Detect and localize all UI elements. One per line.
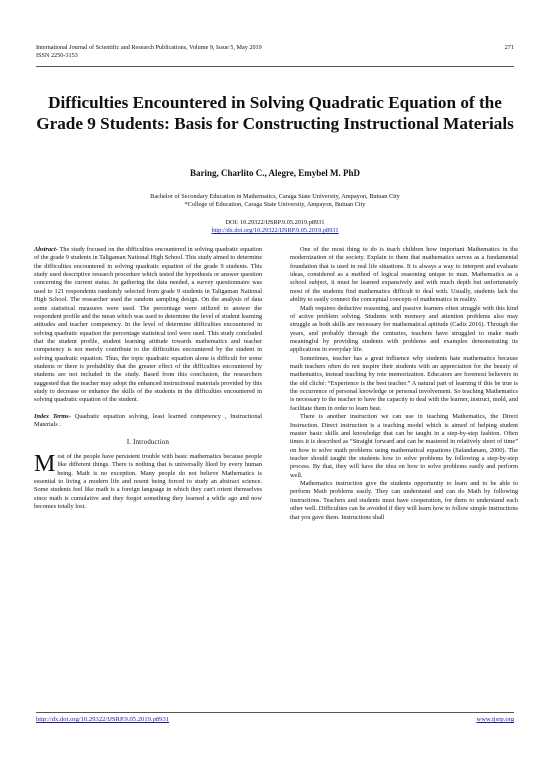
page-number: 271 [504, 44, 514, 51]
paper-title: Difficulties Encountered in Solving Quadratic Equation of the Grade 9 Students: Basis for Constructing Instructional Materials [36, 93, 514, 133]
index-terms-body: - Quadratic equation solving, least learned competency , Instructional Materials . [34, 412, 263, 429]
footer-site-link[interactable]: www.ijsrp.org [476, 716, 514, 723]
doi-block [36, 219, 514, 236]
header-divider [36, 66, 514, 67]
page-footer [36, 716, 514, 723]
authors: Baring, Charlito C., Alegre, Emybel M. PhD [189, 168, 361, 178]
left-column [34, 246, 262, 511]
footer-divider [36, 712, 514, 713]
running-header [36, 44, 514, 60]
doi-link[interactable]: http://dx.doi.org/10.29322/IJSRP.9.05.2019.p8931 [211, 227, 339, 235]
affiliation-1: Bachelor of Secondary Education in Mathematics, Caraga State University, Ampayon, Butuan City [150, 193, 400, 200]
body-paragraph: Sometimes, teacher has a great influence why students hate mathematics because math teachers often do not inspire their students with an appreciation for the beauty of mathematics, instead teaching by rote memorization. Educators are foremost believers in the old cliché: “Experience is the best teacher.” A natural part of learning if this be true is the occurrence of personal knowledge or personal involvement. So teaching Mathematics is necessary to the teacher to have the capacity to deal with the learner, instruct, mold, and facilitate them in order to learn best. [290, 354, 518, 412]
body-paragraph: Mathematics instruction give the students opportunity to learn and to be able to perform Math problems easily. They can understand and can do Math by following instructions. Teachers and students must have cooperation, for them to understand each other well. Difficulties can be avoided if they will learn how to follow simple instructions that you gave them. Instructions shall [290, 480, 518, 521]
drop-cap: M [34, 450, 56, 477]
doi-text: DOI: 10.29322/IJSRP.9.05.2019.p8931 [225, 219, 325, 226]
footer-doi-link[interactable]: http://dx.doi.org/10.29322/IJSRP.9.05.2019.p8931 [36, 716, 170, 723]
body-paragraph: There is another instruction we can use in teaching Mathematics, the Direct Instruction. Direct instruction is a teaching model which is aimed of helping student master basic skills and knowledge that can be taught in a step-by-step fashion. Often times it is described as “Straight forward and can be mastered in relatively short of time” on how to solve math problems using mathematical equations (Salandanam, 2000). The teacher should taught the students how to solve problems by following a step-by-step process. By that, they will have the idea on how to solve problems easily and perform well. [290, 413, 518, 479]
abstract-label: Abstract- [34, 246, 58, 253]
abstract-body: The study focused on the difficulties encountered in solving quadratic equation of the grade 9 students in Taligaman National High School. This study aimed to determine the difficulties encountered in solving quadratic equation of the grade 9 students. This study used descriptive research procedure which tested the hypothesis or answer question concerning the current status. In gathering the data needed, a survey questionnaire was used to 121 respondents randomly selected from grade 9 students in Taligaman National High School. The researcher used the random sampling design. On the analysis of data some statistical measures were used. The percentage were utilized to answer the respondent profile and the mean which was used to determine the level of student learning attitudes and teacher competency. In the level of determine difficulties encountered in solving quadratic equation the percentage statistical tool were used. This study concluded that the student profile, student learning attitude towards mathematics and teacher competency is not merely contribute to the difficulties encountered by the student in solving quadratic equation. Thus, the topic quadratic equation alone is difficult for some students or there is probability that the greater effect of the difficulties encountered by students are not included in the study. Based from this conclusion, the researchers suggested that the teacher may adopt the enhanced instructional materials provided by this study to decrease or enhance the skills of the students in the difficulties encountered in solving quadratic equation of the student. [34, 246, 262, 404]
intro-paragraph-1-text: ost of the people have persistent trouble with basic mathematics because people like different things. There is nothing that is universally liked by every human being. Math is no exception. Many people do not believe Mathematics is essential to living a modern life and resent being forced to study an abstract science. Some students feel like math is a foreign language in which they can't orient themselves since math is cumulative and they forgot something they learned a while ago and now becomes totally lost. [34, 452, 262, 511]
affiliations [36, 193, 514, 209]
journal-name: International Journal of Scientific and Research Publications, Volume 9, Issue 5, May 2019 [36, 44, 262, 51]
right-column [290, 246, 518, 522]
section-heading-introduction: I. Introduction [126, 438, 170, 446]
affiliation-2: *College of Education, Caraga State University, Ampayon, Butuan City [184, 201, 366, 209]
intro-paragraph-1 [34, 450, 262, 512]
abstract [34, 246, 262, 405]
issn: ISSN 2250-3153 [36, 52, 78, 59]
index-terms [34, 413, 262, 430]
index-terms-label: Index Terms [34, 412, 69, 420]
body-paragraph: One of the most thing to do is teach children how important Mathematics in the modernization of the society. Explain to them that mathematics serves as a fundamental foundation that is used in real life situations. It is always a way to interpret and evaluate ideas, considered as a method of logical reasoning unique to man. Mathematics as a school subject, it must be learned expansively and with much depth but unfortunately most of the students find mathematics difficult to deal with. Usually, students lack the ability to easily connect the conceptual concepts of mathematics in reality. [290, 246, 518, 304]
body-paragraph: Math requires deductive reasoning, and passive learners often struggle with this kind of active problem solving. Students with memory and attention problems also may struggle as both skills are necessary for mathematical aptitude (Cadiz 2016). Through the years, and probably through the centuries, teachers have struggled to make math meaningful by providing students with problems and examples demonstrating its applications in everyday life. [290, 304, 518, 354]
